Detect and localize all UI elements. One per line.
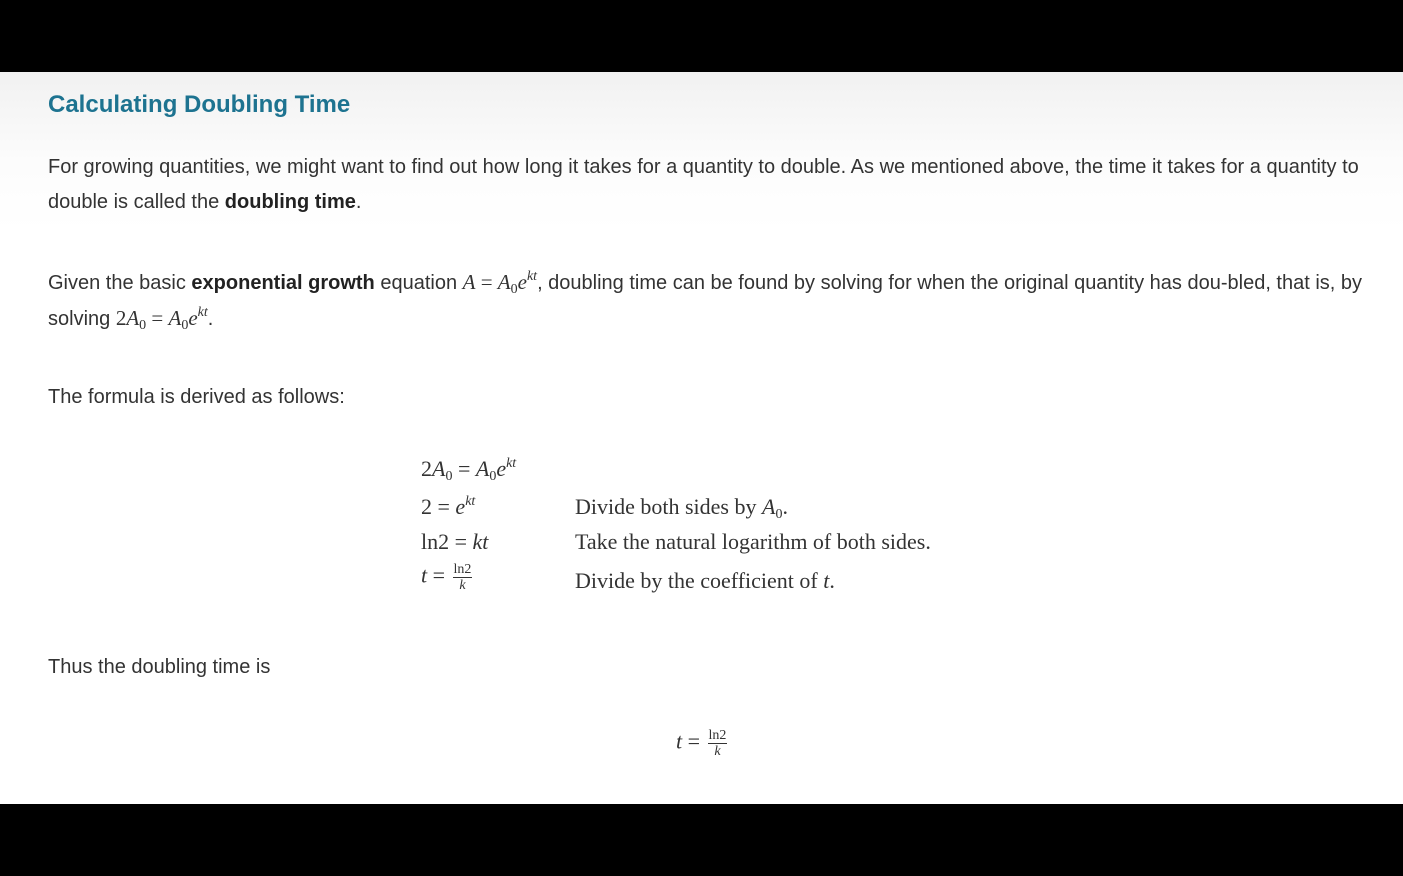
document-page xyxy=(0,72,1403,804)
paragraph-doubling-intro xyxy=(48,150,1388,220)
paragraph-derivation-intro: The formula is derived as follows: xyxy=(48,386,345,408)
step-note: Take the natural logarithm of both sides. xyxy=(575,529,931,554)
step-note: Divide both sides by $A_0$. xyxy=(575,494,788,522)
paragraph-text: Given the basic xyxy=(48,272,192,294)
section-title: Calculating Doubling Time xyxy=(48,91,351,118)
term-doubling-time: doubling time xyxy=(224,191,356,213)
paragraph-text: . xyxy=(355,191,362,213)
inline-equation-growth: $A = A_0e^{kt}$ xyxy=(462,269,538,297)
bottom-letterbox xyxy=(0,804,1403,876)
equation-step-3: ln2 = kt xyxy=(421,529,489,554)
paragraph-text: For growing quantities, we might want to find out how long it takes for a quantity to double. As we mentioned above, the time it takes for a quantity to double is called the xyxy=(48,156,1359,213)
inline-equation-doubled: $2A_0 = A_0e^{kt}$ xyxy=(115,305,208,333)
paragraph-exponential-growth: Given the basic exponential growth equation $A = A_0e^{kt}$, doubling time can be found by solving for when the original quantity has dou-bled, that is, by solving $2A_0 = A_0e^{kt}$. xyxy=(48,269,1363,333)
equation-step-4: t = $\frac{\ln 2}{k}$ xyxy=(421,562,472,593)
paragraph-text: equation xyxy=(374,272,463,294)
top-letterbox xyxy=(0,0,1403,72)
equation-step-2: $2 = e^{kt}$ xyxy=(421,494,476,519)
term-exponential-growth: exponential growth xyxy=(191,272,375,294)
paragraph-conclusion: Thus the doubling time is xyxy=(48,656,271,678)
final-formula: t = $\frac{\ln 2}{k}$ xyxy=(676,728,727,759)
step-note: Divide by the coefficient of t. xyxy=(575,568,835,593)
equation-step-1: $2A_0 = A_0e^{kt}$ xyxy=(421,456,517,484)
